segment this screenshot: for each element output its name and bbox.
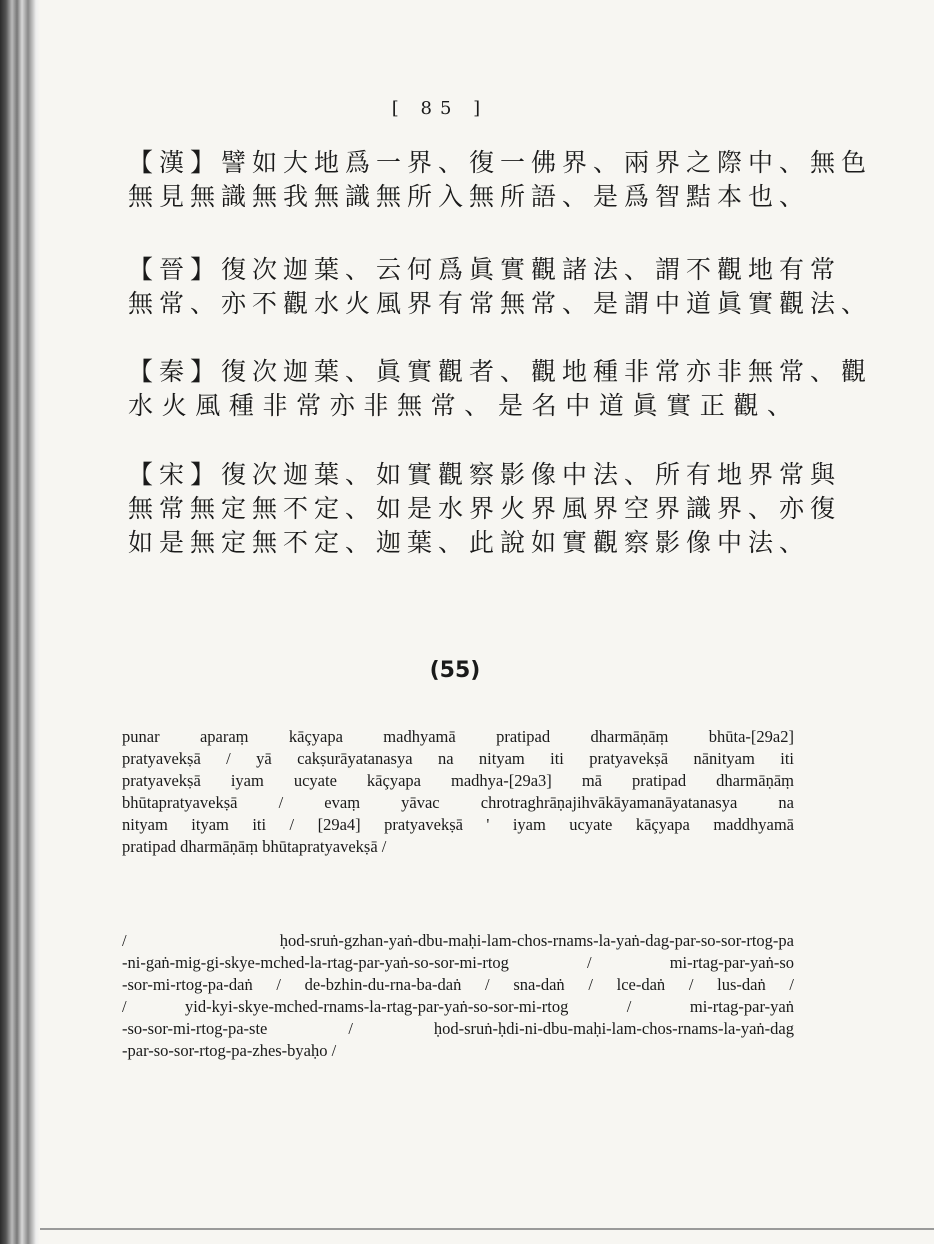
page-bottom-edge — [40, 1228, 934, 1230]
chinese-section-qin — [128, 355, 873, 423]
tibetan-line: -sor-mi-rtog-pa-daṅ / de-bzhin-du-rna-ba-daṅ / sna-daṅ / lce-daṅ / lus-daṅ / — [122, 975, 794, 994]
chinese-line: 【晉】復次迦葉、云何爲眞實觀諸法、謂不觀地有常 — [128, 255, 842, 284]
chinese-section-jin — [128, 253, 873, 321]
chinese-line: 【宋】復次迦葉、如實觀察影像中法、所有地界常與 — [128, 460, 842, 489]
sanskrit-paragraph — [122, 726, 794, 858]
book-binding-edge — [0, 0, 40, 1244]
sanskrit-line: pratipad dharmāṇāṃ bhūtapratyavekṣā / — [122, 837, 387, 856]
chinese-section-song — [128, 458, 842, 560]
sanskrit-line: pratyavekṣā / yā cakṣurāyatanasya na nityam iti pratyavekṣā nānityam iti — [122, 749, 794, 768]
tibetan-line: -ni-gaṅ-mig-gi-skye-mched-la-rtag-par-yaṅ-so-sor-mi-rtog / mi-rtag-par-yaṅ-so — [122, 953, 794, 972]
chinese-line: 無常無定無不定、如是水界火界風界空界識界、亦復 — [128, 494, 842, 523]
chinese-line: 無常、亦不觀水火風界有常無常、是謂中道眞實觀法、 — [128, 289, 873, 318]
chinese-line: 水火風種非常亦非無常、是名中道眞實正觀、 — [128, 391, 798, 420]
chinese-line: 如是無定無不定、迦葉、此說如實觀察影像中法、 — [128, 528, 811, 557]
sanskrit-line: pratyavekṣā iyam ucyate kāçyapa madhya-[29a3] mā pratipad dharmāṇāṃ — [122, 771, 794, 790]
sanskrit-line: nityam ityam iti / [29a4] pratyavekṣā ' iyam ucyate kāçyapa maddhyamā — [122, 815, 794, 834]
tibetan-line: / yid-kyi-skye-mched-rnams-la-rtag-par-yaṅ-so-sor-mi-rtog / mi-rtag-par-yaṅ — [122, 997, 794, 1016]
chinese-line: 【漢】譬如大地爲一界、復一佛界、兩界之際中、無色 — [128, 148, 873, 177]
section-number: (55) — [429, 658, 481, 683]
tibetan-line: / ḥod-sruṅ-gzhan-yaṅ-dbu-maḥi-lam-chos-rnams-la-yaṅ-dag-par-so-sor-rtog-pa — [122, 931, 794, 950]
tibetan-line: -par-so-sor-rtog-pa-zhes-byaḥo / — [122, 1041, 337, 1060]
tibetan-paragraph — [122, 930, 794, 1062]
chinese-line: 無見無識無我無識無所入無所語、是爲智黠本也、 — [128, 182, 811, 211]
tibetan-line: -so-sor-mi-rtog-pa-ste / ḥod-sruṅ-ḥdi-ni-dbu-maḥi-lam-chos-rnams-la-yaṅ-dag — [122, 1019, 794, 1038]
chinese-section-han — [128, 146, 873, 214]
page-number: [ 85 ] — [391, 98, 489, 119]
chinese-line: 【秦】復次迦葉、眞實觀者、觀地種非常亦非無常、觀 — [128, 357, 873, 386]
sanskrit-line: bhūtapratyavekṣā / evaṃ yāvac chrotraghrāṇajihvākāyamanāyatanasya na — [122, 793, 794, 812]
sanskrit-line: punar aparaṃ kāçyapa madhyamā pratipad dharmāṇāṃ bhūta-[29a2] — [122, 727, 794, 746]
